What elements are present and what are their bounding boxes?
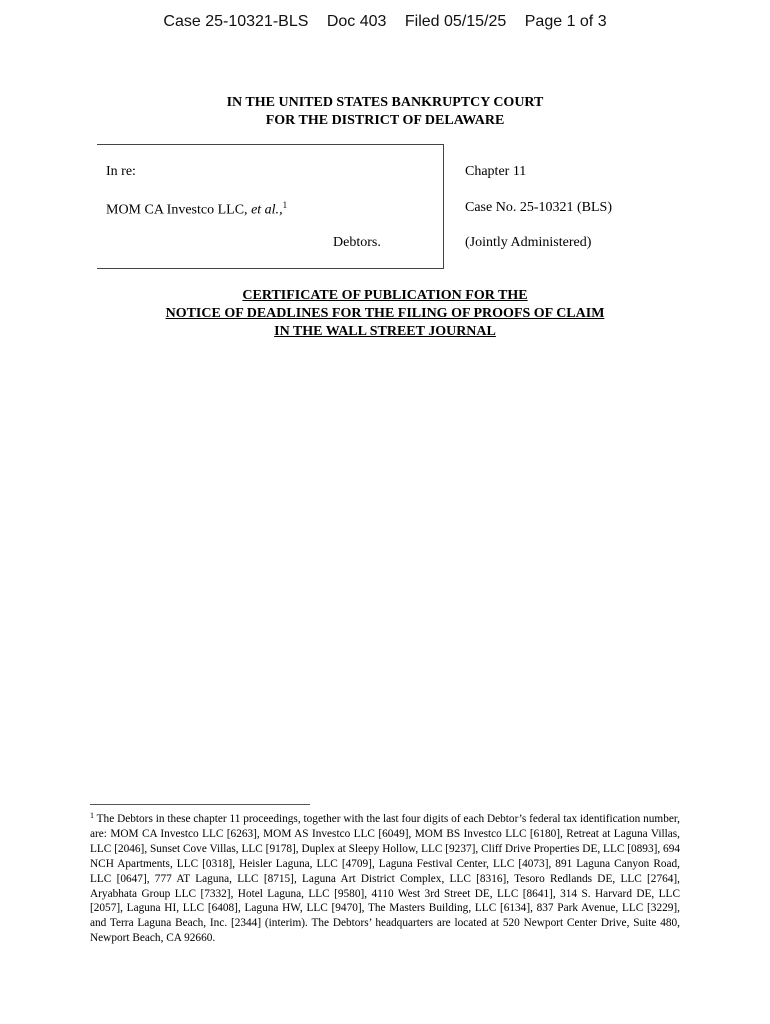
footnote-marker: 1 <box>90 811 94 820</box>
document-title-line-1: CERTIFICATE OF PUBLICATION FOR THE <box>242 288 528 303</box>
doc-number-header: Doc 403 <box>326 13 387 30</box>
chapter-label: Chapter 11 <box>465 164 527 179</box>
court-heading-line-1: IN THE UNITED STATES BANKRUPTCY COURT <box>226 95 544 110</box>
footnote-separator <box>90 804 310 805</box>
debtor-name-text: MOM CA Investco LLC, <box>106 202 252 218</box>
document-title <box>0 287 770 341</box>
case-number: Case No. 25-10321 (BLS) <box>465 200 612 215</box>
court-heading <box>0 94 770 130</box>
in-re-label: In re: <box>106 164 136 179</box>
footnote <box>90 812 680 946</box>
et-al-suffix: , <box>279 202 283 218</box>
filed-date-header: Filed 05/15/25 <box>404 13 507 30</box>
footnote-text: The Debtors in these chapter 11 proceedings, together with the last four digits of each Debtor’s federal tax identification number, are: MOM CA Investco LLC [6263], MOM AS Investco LLC [6049], MOM BS Investco LLC [6180], Retreat at Laguna Villas, LLC [2046], Sunset Cove Villas, LLC [9178], Duplex at Sleepy Hollow, LLC [9237], Cliff Drive Properties DE, LLC [0893], 694 NCH Apartments, LLC [0318], Heisler Laguna, LLC [4709], Laguna Festival Center, LLC [4073], 891 Laguna Canyon Road, LLC [0647], 777 AT Laguna, LLC [8715], Laguna Art District Complex, LLC [8316], Tesoro Redlands DE, LLC [2764], Aryabhata Group LLC [7332], Hotel Laguna, LLC [9580], 4110 West 3rd Street DE, LLC [8641], 314 S. Harvard DE, LLC [2057], Laguna HI, LLC [6408], Laguna HW, LLC [9470], The Masters Building, LLC [6134], 837 Park Avenue, LLC [3229], and Terra Laguna Beach, Inc. [2344] (interim). The Debtors’ headquarters are located at 520 Newport Center Drive, Suite 480, Newport Beach, CA 92660. <box>90 813 680 945</box>
et-al-text: et al. <box>251 202 280 218</box>
document-title-line-2: NOTICE OF DEADLINES FOR THE FILING OF PROOFS OF CLAIM <box>165 306 605 321</box>
document-title-line-3: IN THE WALL STREET JOURNAL <box>274 324 496 339</box>
case-number-header: Case 25-10321-BLS <box>163 13 309 30</box>
page-header <box>0 13 770 31</box>
debtor-name <box>106 200 287 219</box>
footnote-reference[interactable]: 1 <box>282 200 288 210</box>
debtors-label: Debtors. <box>333 235 381 250</box>
court-heading-line-2: FOR THE DISTRICT OF DELAWARE <box>265 113 505 128</box>
administration-status: (Jointly Administered) <box>465 235 592 250</box>
page-count-header: Page 1 of 3 <box>524 13 607 30</box>
